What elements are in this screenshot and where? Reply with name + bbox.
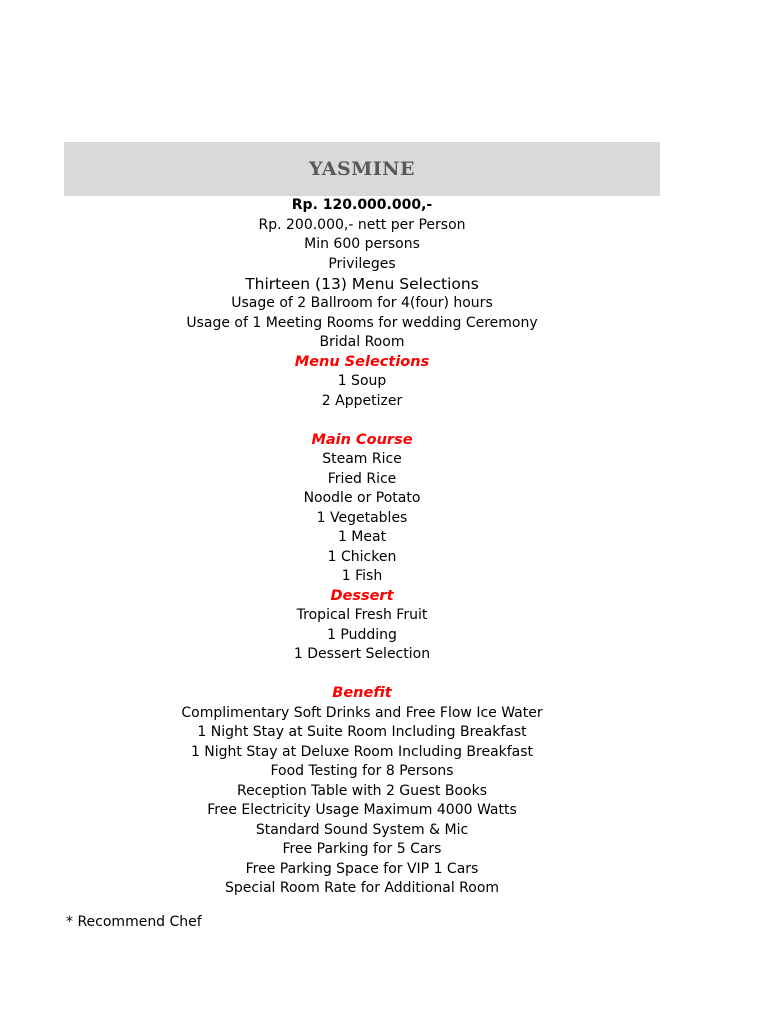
benefit-item: Special Room Rate for Additional Room bbox=[224, 880, 500, 896]
dessert-item: 1 Dessert Selection bbox=[293, 646, 431, 662]
menu-selection-item: 2 Appetizer bbox=[321, 392, 403, 409]
main-course-item: 1 Vegetables bbox=[316, 509, 408, 526]
dessert-item: Tropical Fresh Fruit bbox=[296, 607, 428, 623]
benefit-item: Free Parking Space for VIP 1 Cars bbox=[245, 860, 479, 877]
dessert-item: 1 Pudding bbox=[327, 626, 397, 643]
privilege-item: Bridal Room bbox=[319, 334, 405, 350]
spacer bbox=[64, 665, 660, 685]
main-course-item: Noodle or Potato bbox=[303, 490, 421, 506]
benefit-item: Food Testing for 8 Persons bbox=[270, 763, 454, 779]
footnote: * Recommend Chef bbox=[66, 914, 202, 930]
menu-selections-heading: Menu Selections bbox=[294, 353, 430, 370]
privileges-heading: Privileges bbox=[328, 255, 396, 272]
main-course-item: Steam Rice bbox=[322, 451, 402, 467]
spacer bbox=[64, 411, 660, 431]
privilege-item: Usage of 1 Meeting Rooms for wedding Ceremony bbox=[186, 314, 538, 331]
dessert-heading: Dessert bbox=[330, 587, 394, 604]
benefit-item: Standard Sound System & Mic bbox=[255, 821, 469, 838]
benefit-item: Free Electricity Usage Maximum 4000 Watts bbox=[207, 802, 517, 818]
main-course-heading: Main Course bbox=[311, 431, 413, 448]
main-course-item: 1 Chicken bbox=[327, 548, 397, 565]
package-details bbox=[64, 196, 660, 899]
price-per-person: Rp. 200.000,- nett per Person bbox=[258, 216, 466, 233]
benefit-item: Reception Table with 2 Guest Books bbox=[236, 782, 488, 799]
main-course-item: Fried Rice bbox=[327, 470, 397, 487]
benefit-heading: Benefit bbox=[332, 685, 392, 701]
privilege-item: Usage of 2 Ballroom for 4(four) hours bbox=[231, 295, 493, 311]
menu-selection-item: 1 Soup bbox=[337, 373, 387, 389]
package-price: Rp. 120.000.000,- bbox=[291, 197, 433, 213]
minimum-persons: Min 600 persons bbox=[304, 236, 420, 252]
benefit-item: Free Parking for 5 Cars bbox=[282, 841, 442, 857]
benefit-item: 1 Night Stay at Suite Room Including Breakfast bbox=[197, 724, 527, 740]
benefit-item: Complimentary Soft Drinks and Free Flow Ice Water bbox=[181, 704, 543, 721]
main-course-item: 1 Fish bbox=[341, 568, 383, 584]
main-course-item: 1 Meat bbox=[337, 529, 387, 545]
package-title-bar bbox=[64, 142, 660, 196]
package-title: YASMINE bbox=[308, 158, 416, 180]
benefit-item: 1 Night Stay at Deluxe Room Including Breakfast bbox=[190, 743, 534, 760]
privilege-item: Thirteen (13) Menu Selections bbox=[245, 275, 479, 293]
